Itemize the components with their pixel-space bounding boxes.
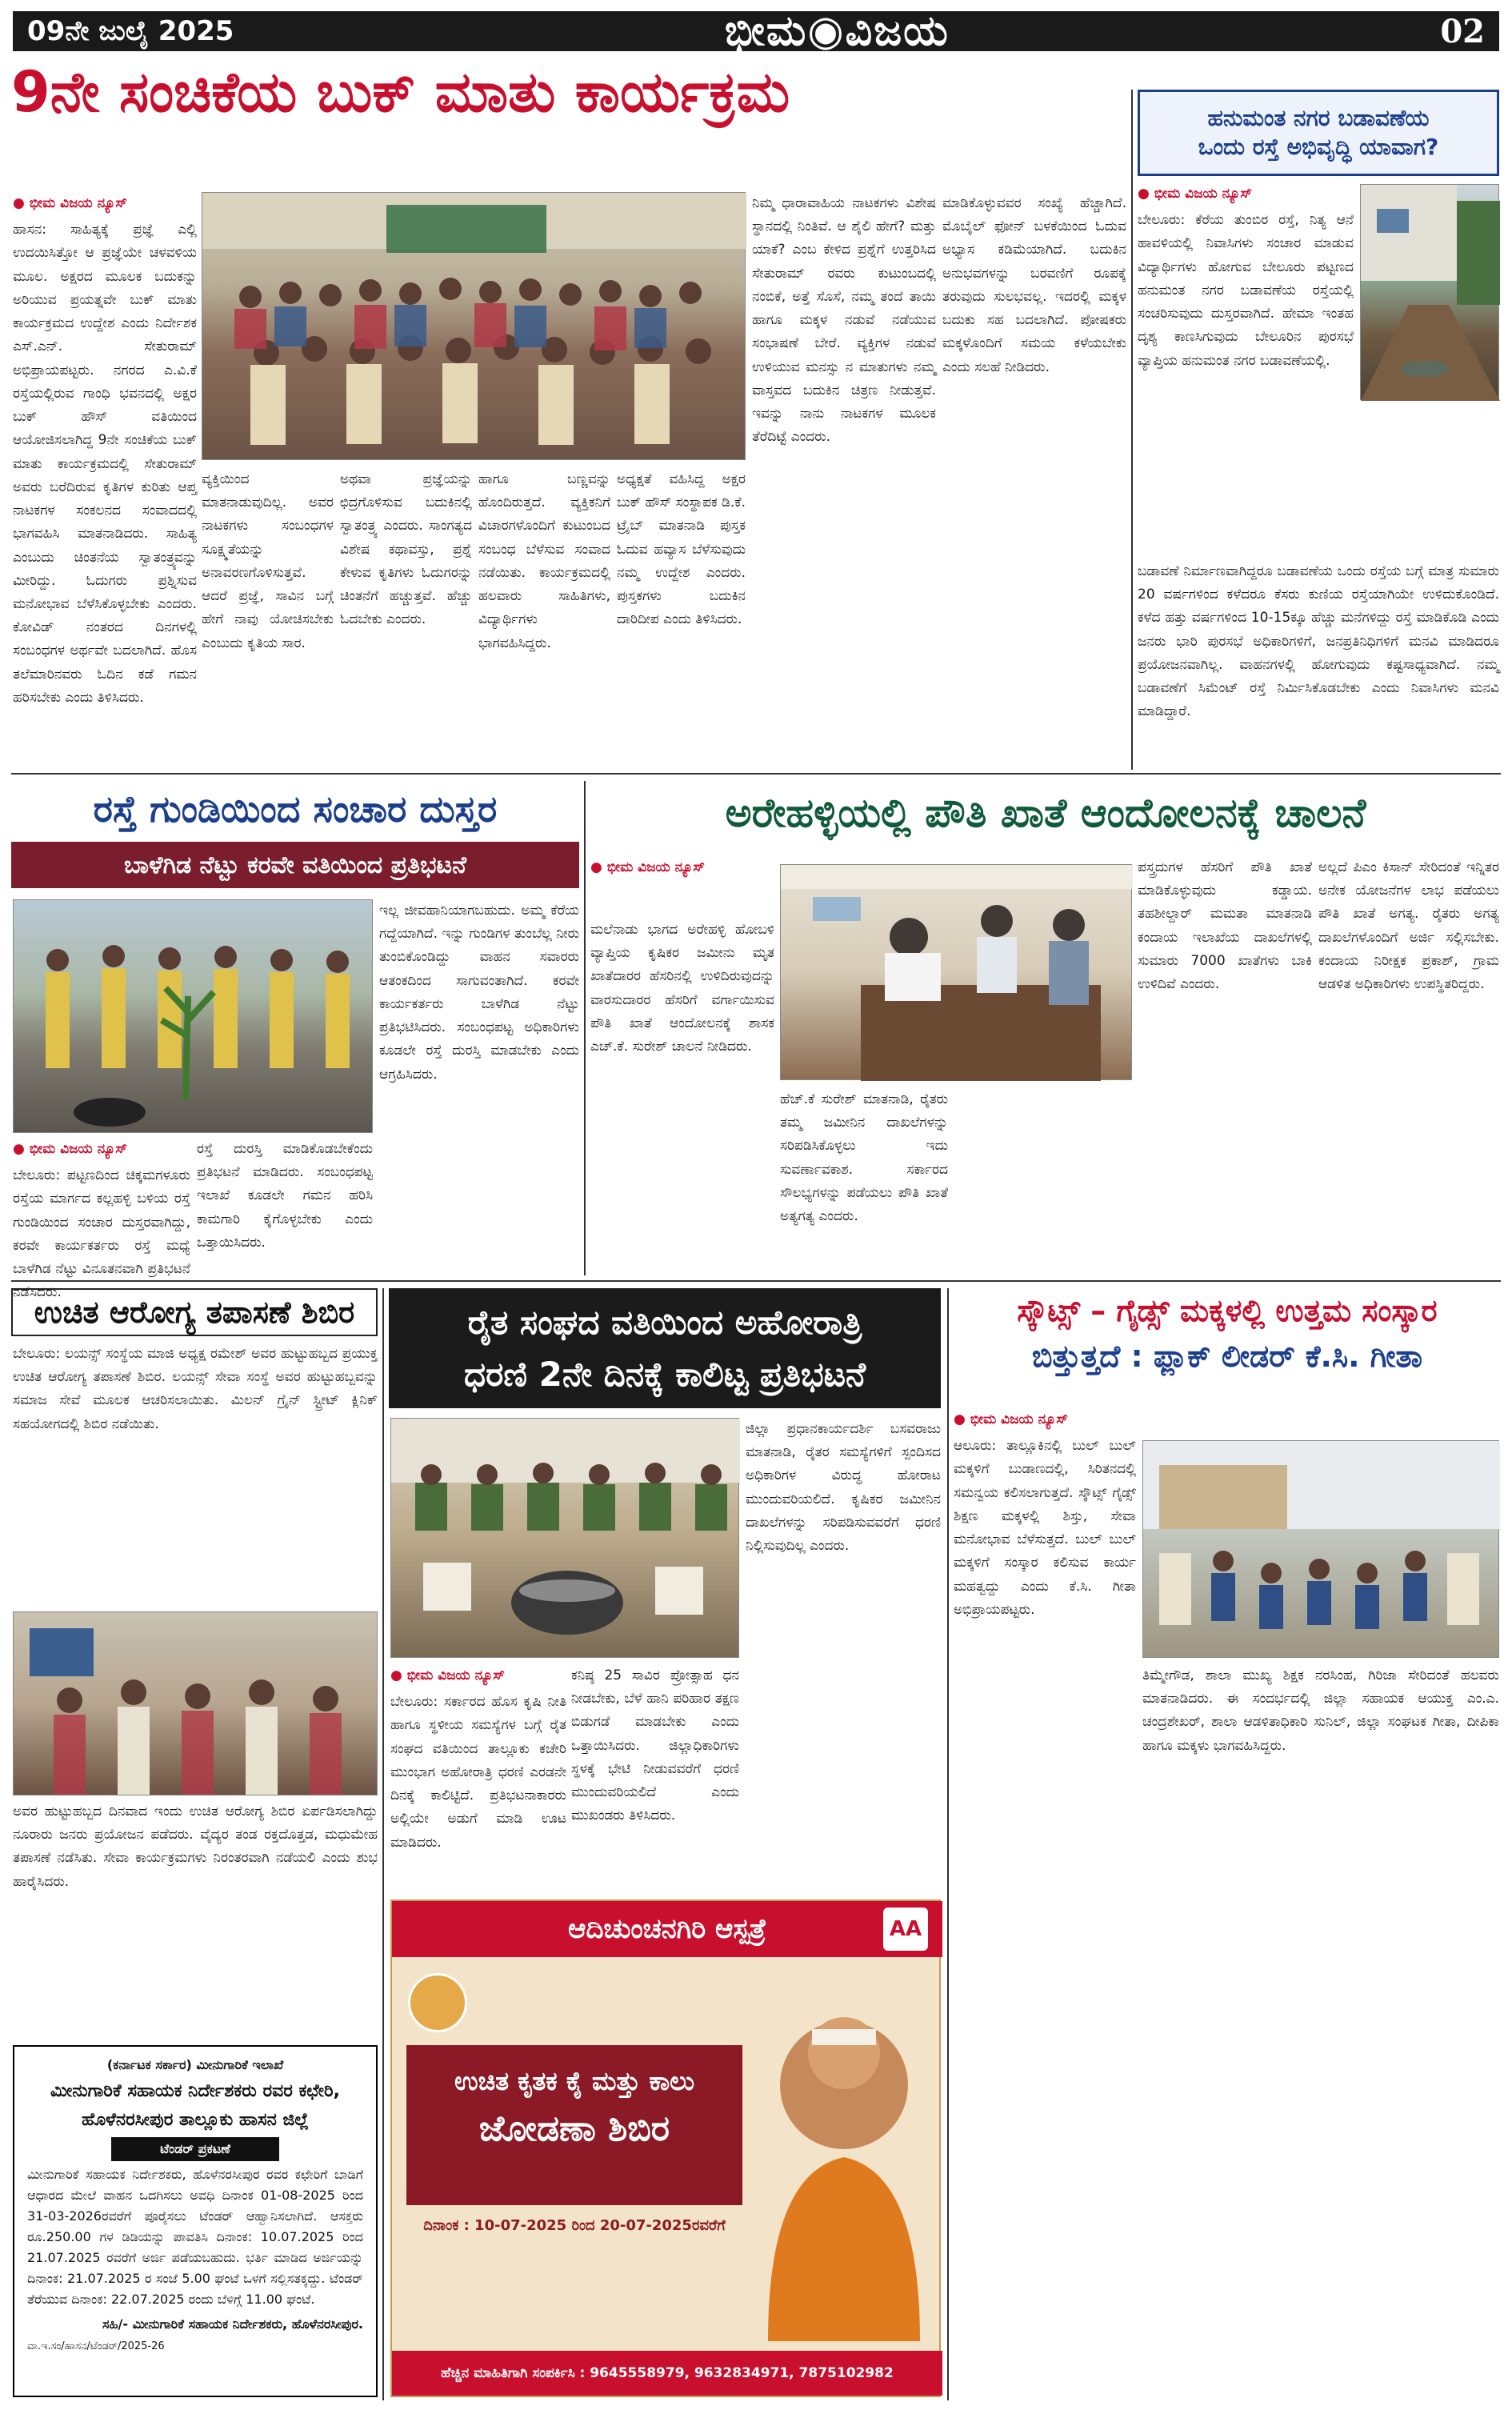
story7-byline: ● ಭೀಮ ವಿಜಯ ನ್ಯೂಸ್ (954, 1411, 1068, 1427)
road-photo-illustration (1361, 185, 1500, 401)
story1-column-7: ಅಧ್ಯಕ್ಷತೆ ವಹಿಸಿದ್ದ ಅಕ್ಷರ ಬುಕ್ ಹೌಸ್ ಸಂಸ್ಥಾಪಕ ಡಿ.ಕೆ. ಟ್ರೈಬ್ ಮಾತನಾಡಿ ಪುಸ್ತಕ ಓದುವ ಹವ್ಯಾಸ ಬೆಳೆಸುವುದು ನಮ್ಮ ಉದ್ದೇಶ ಎಂದರು. ಪುಸ್ತಕಗಳು ಬದುಕಿನ ದಾರಿದೀಪ ಎಂದು ತಿಳಿಸಿದರು. (617, 471, 746, 628)
story6-byline: ● ಭೀಮ ವಿಜಯ ನ್ಯೂಸ್ (390, 1667, 505, 1683)
story1-byline: ● ಭೀಮ ವಿಜಯ ನ್ಯೂಸ್ (13, 195, 127, 211)
story6-column-2: ● ಭೀಮ ವಿಜಯ ನ್ಯೂಸ್ ಬೇಲೂರು: ಸರ್ಕಾರದ ಹೊಸ ಕೃಷಿ ನೀತಿ ಹಾಗೂ ಸ್ಥಳೀಯ ಸಮಸ್ಯೆಗಳ ಬಗ್ಗೆ ರೈತ ಸಂಘದ ವತಿಯಿಂದ ತಾಲ್ಲೂಕು ಕಚೇರಿ ಮುಂಭಾಗ ಅಹೋರಾತ್ರಿ ಧರಣಿ ಎರಡನೇ ದಿನಕ್ಕೆ ಕಾಲಿಟ್ಟಿದೆ. ಪ್ರತಿಭಟನಾಕಾರರು ಅಲ್ಲಿಯೇ ಅಡುಗೆ ಮಾಡಿ ಊಟ ಮಾಡಿದರು. (390, 1664, 566, 1896)
story7-headline: ಸ್ಕೌಟ್ಸ್ – ಗೈಡ್ಸ್ ಮಕ್ಕಳಲ್ಲಿ ಉತ್ತಮ ಸಂಸ್ಕಾರ ಬಿತ್ತುತ್ತದೆ : ಫ್ಲಾಕ್ ಲೀಡರ್ ಕೆ.ಸಿ. ಗೀತಾ (1017, 1293, 1438, 1374)
ad-dates: ದಿನಾಂಕ : 10-07-2025 ರಿಂದ 20-07-2025ರವರೆಗೆ (423, 2217, 726, 2234)
story6-headline: ರೈತ ಸಂಘದ ವತಿಯಿಂದ ಅಹೋರಾತ್ರಿ ಧರಣಿ 2ನೇ ದಿನಕ್ಕೆ ಕಾಲಿಟ್ಟ ಪ್ರತಿಭಟನೆ (389, 1288, 941, 1408)
ad-swamiji-portrait (752, 1965, 936, 2341)
issue-date: 09ನೇ ಜುಲೈ 2025 (27, 15, 234, 47)
ad-camp-title-2: ಜೋಡಣಾ ಶಿಬಿರ (478, 2108, 670, 2149)
story3-subhead: ಬಾಳೆಗಿಡ ನೆಟ್ಟು ಕರವೇ ವತಿಯಿಂದ ಪ್ರತಿಭಟನೆ (11, 842, 579, 888)
tender-office: ಮೀನುಗಾರಿಕೆ ಸಹಾಯಕ ನಿರ್ದೇಶಕರು ರವರ ಕಛೇರಿ, ಹೊಳೆನರಸೀಪುರ ತಾಲ್ಲೂಕು ಹಾಸನ ಜಿಲ್ಲೆ (50, 2080, 340, 2130)
story4-column-4: ಅಲ್ಲದೆ ಪಿಎಂ ಕಿಸಾನ್ ಸೇರಿದಂತೆ ಇನ್ನಿತರ ಅನೇಕ ಯೋಜನೆಗಳ ಲಾಭ ಪಡೆಯಲು ಪೌತಿ ಖಾತೆ ಅಗತ್ಯ. ರೈತರು ಅಗತ್ಯ ದಾಖಲೆಗಳೊಂದಿಗೆ ಅರ್ಜಿ ಸಲ್ಲಿಸಬೇಕು. ಕಂದಾಯ ನಿರೀಕ್ಷಕ ಪ್ರಕಾಶ್, ಗ್ರಾಮ ಆಡಳಿತ ಅಧಿಕಾರಿಗಳು ಉಪಸ್ಥಿತರಿದ್ದರು. (1318, 859, 1499, 993)
meeting-photo-illustration (781, 865, 1133, 1081)
story3-column-left: ● ಭೀಮ ವಿಜಯ ನ್ಯೂಸ್ ಬೇಲೂರು: ಪಟ್ಟಣದಿಂದ ಚಿಕ್ಕಮಗಳೂರು ರಸ್ತೆಯ ಮಾರ್ಗದ ಕಲ್ಲಹಳ್ಳಿ ಬಳಿಯ ರಸ್ತೆ ಗುಂಡಿಯಿಂದ ಸಂಚಾರ ದುಸ್ತರವಾಗಿದ್ದು, ಕರವೇ ಕಾರ್ಯಕರ್ತರು ರಸ್ತೆ ಮಧ್ಯೆ ಬಾಳೆಗಿಡ ನೆಟ್ಟು ವಿನೂತನವಾಗಿ ಪ್ರತಿಭಟನೆ ನಡೆಸಿದರು. (13, 1138, 190, 1274)
story3-protest-photo (13, 899, 373, 1133)
story1-column-1: ● ಭೀಮ ವಿಜಯ ನ್ಯೂಸ್ ಹಾಸನ: ಸಾಹಿತ್ಯಕ್ಕೆ ಪ್ರಜ್ಞೆ ಎಲ್ಲಿ ಉದಯಿಸಿತ್ತೋ ಆ ಪ್ರಜ್ಞೆಯೇ ಚಳವಳಿಯ ಮೂಲ. ಅಕ್ಷರದ ಮೂಲಕ ಬದುಕನ್ನು ಅರಿಯುವ ಪ್ರಯತ್ನವೇ ಬುಕ್ ಮಾತು ಕಾರ್ಯಕ್ರಮದ ಉದ್ದೇಶ ಎಂದು ನಿರ್ದೇಶಕ ಎಸ್.ಎನ್. ಸೇತುರಾಮ್ ಅಭಿಪ್ರಾಯಪಟ್ಟರು. ನಗರದ ಎ.ವಿ.ಕೆ ರಸ್ತೆಯಲ್ಲಿರುವ ಗಾಂಧಿ ಭವನದಲ್ಲಿ ಅಕ್ಷರ ಬುಕ್ ಹೌಸ್ ವತಿಯಿಂದ ಆಯೋಜಿಸಲಾಗಿದ್ದ 9ನೇ ಸಂಚಿಕೆಯ ಬುಕ್ ಮಾತು ಕಾರ್ಯಕ್ರಮದಲ್ಲಿ ಸೇತುರಾಮ್ ಅವರು ಬರೆದಿರುವ ಕೃತಿಗಳ ಕುರಿತು ಆಪ್ತ ನಾಟಕಗಳ ಸಂಕಲನದ ಸಂವಾದದಲ್ಲಿ ಭಾಗವಹಿಸಿ ಮಾತನಾಡಿದರು. ಸಾಹಿತ್ಯ ಎಂಬುದು ಚಿಂತನೆಯ ಸ್ವಾತಂತ್ರ್ಯವನ್ನು ಮೀರಿದ್ದು. ಓದುಗರು ಪ್ರಶ್ನಿಸುವ ಮನೋಭಾವ ಬೆಳೆಸಿಕೊಳ್ಳಬೇಕು ಎಂದರು. ಕೋವಿಡ್ ನಂತರದ ದಿನಗಳಲ್ಲಿ ಸಂಬಂಧಗಳ ಅರ್ಥವೇ ಬದಲಾಗಿದೆ. ಹೊಸ ತಲೆಮಾರಿನವರು ಓದಿನ ಕಡೆ ಗಮನ ಹರಿಸಬೇಕು ಎಂದು ತಿಳಿಸಿದರು. (13, 192, 197, 768)
story1-group-photo (202, 192, 746, 460)
protest-photo-illustration (14, 900, 374, 1134)
story4-byline: ● ಭೀಮ ವಿಜಯ ನ್ಯೂಸ್ (590, 859, 705, 875)
newspaper-brand: ಭೀಮ◉ವಿಜಯ (724, 6, 950, 55)
camp-photo-illustration (14, 1612, 378, 1796)
ad-logo: AA (883, 1908, 928, 1951)
story5-column-1: ಬೇಲೂರು: ಲಯನ್ಸ್ ಸಂಸ್ಥೆಯ ಮಾಜಿ ಅಧ್ಯಕ್ಷ ರಮೇಶ್ ಅವರ ಹುಟ್ಟುಹಬ್ಬದ ಪ್ರಯುಕ್ತ ಉಚಿತ ಆರೋಗ್ಯ ತಪಾಸಣೆ ಶಿಬಿರ. ಲಯನ್ಸ್ ಸೇವಾ ಸಂಸ್ಥೆ ಅವರ ಹುಟ್ಟುಹಬ್ಬವನ್ನು ಸಮಾಜ ಸೇವೆ ಮೂಲಕ ಆಚರಿಸಲಾಯಿತು. ಮಿಲನ್ ಗ್ರೈನ್ ಸ್ಟ್ರೀಟ್ ಕ್ಲಿನಿಕ್ ಸಹಯೋಗದಲ್ಲಿ ಶಿಬಿರ ನಡೆಯಿತು. (13, 1346, 378, 1432)
story2-headline: ಹನುಮಂತ ನಗರ ಬಡಾವಣೆಯ ಒಂದು ರಸ್ತೆ ಅಭಿವೃದ್ಧಿ ಯಾವಾಗ? (1138, 90, 1499, 176)
section-divider-1 (11, 773, 1501, 775)
story5-headline: ಉಚಿತ ಆರೋಗ್ಯ ತಪಾಸಣೆ ಶಿಬಿರ (11, 1288, 378, 1336)
story1-column-5: ಅಥವಾ ಪ್ರಜ್ಞೆಯನ್ನು ಛಿದ್ರಗೊಳಿಸುವ ಬದುಕಿನಲ್ಲಿ ಸ್ವಾತಂತ್ರ್ಯ ಎಂದರು. ಸಾಂಗತ್ಯದ ವಿಶೇಷ ಕಥಾವಸ್ತು, ಪ್ರಶ್ನೆ ಕೇಳುವ ಕೃತಿಗಳು ಓದುಗರನ್ನು ಚಿಂತನೆಗೆ ಹಚ್ಚುತ್ತವೆ. ಹೆಚ್ಚು ಓದಬೇಕು ಎಂದರು. (340, 471, 472, 628)
column-divider (382, 1288, 384, 2400)
story7-column-1: ● ಭೀಮ ವಿಜಯ ನ್ಯೂಸ್ ಆಲೂರು: ತಾಲ್ಲೂಕಿನಲ್ಲಿ ಬುಲ್ ಬುಲ್ ಮಕ್ಕಳಿಗೆ ಬುಡಾಣದಲ್ಲಿ, ಸಿರಿತನದಲ್ಲಿ ಸಮನ್ವಯ ಕಲಿಸಲಾಗುತ್ತದೆ. ಸ್ಕೌಟ್ಸ್ ಗೈಡ್ಸ್ ಶಿಕ್ಷಣ ಮಕ್ಕಳಲ್ಲಿ ಶಿಸ್ತು, ಸೇವಾ ಮನೋಭಾವ ಬೆಳೆಸುತ್ತದೆ. ಬುಲ್ ಬುಲ್ ಮಕ್ಕಳಿಗೆ ಸಂಸ್ಕಾರ ಕಲಿಸುವ ಕಾರ್ಯ ಮಹತ್ವದ್ದು ಎಂದು ಕೆ.ಸಿ. ಗೀತಾ ಅಭಿಪ್ರಾಯಪಟ್ಟರು. (954, 1408, 1136, 2400)
story4-column-1: ಮಲೆನಾಡು ಭಾಗದ ಅರೇಹಳ್ಳಿ ಹೋಬಳಿ ವ್ಯಾಪ್ತಿಯ ಕೃಷಿಕರ ಜಮೀನು ಮೃತ ಖಾತೆದಾರರ ಹೆಸರಿನಲ್ಲಿ ಉಳಿದಿರುವುದನ್ನು ವಾರಸುದಾರರ ಹೆಸರಿಗೆ ವರ್ಗಾಯಿಸುವ ಪೌತಿ ಖಾತೆ ಆಂದೋಲನಕ್ಕೆ ಶಾಸಕ ಎಚ್.ಕೆ. ಸುರೇಶ್ ಚಾಲನೆ ನೀಡಿದರು. (590, 922, 774, 1055)
story6-column-3: ಕನಿಷ್ಠ 25 ಸಾವಿರ ಪ್ರೋತ್ಸಾಹ ಧನ ನೀಡಬೇಕು, ಬೆಳೆ ಹಾನಿ ಪರಿಹಾರ ತಕ್ಷಣ ಬಿಡುಗಡೆ ಮಾಡಬೇಕು ಎಂದು ಒತ್ತಾಯಿಸಿದರು. ಜಿಲ್ಲಾಧಿಕಾರಿಗಳು ಸ್ಥಳಕ್ಕೆ ಭೇಟಿ ನೀಡುವವರೆಗೆ ಧರಣಿ ಮುಂದುವರಿಯಲಿದೆ ಎಂದು ಮುಖಂಡರು ತಿಳಿಸಿದರು. (571, 1667, 739, 1824)
column-divider (584, 781, 586, 1275)
story2-column-1: ● ಭೀಮ ವಿಜಯ ನ್ಯೂಸ್ ಬೇಲೂರು: ಕೆರೆಯ ತುಂಬಿರ ರಸ್ತೆ, ನಿತ್ಯ ಆನೆ ಹಾವಳಿಯಲ್ಲಿ ನಿವಾಸಿಗಳು ಸಂಚಾರ ಮಾಡುವ ವಿದ್ಯಾರ್ಥಿಗಳು ಹೋಗುವ ಬೇಲೂರು ಪಟ್ಟಣದ ಹನುಮಂತ ನಗರ ಬಡಾವಣೆಯ ರಸ್ತೆಯಲ್ಲಿ ಸಂಚರಿಸುವುದು ದುಸ್ತರವಾಗಿದೆ. ಹೇಮಾ ಇಂತಹ ದೃಶ್ಯ ಕಾಣಸಿಗುವುದು ಬೇಲೂರಿನ ಪುರಸಭೆ ವ್ಯಾಪ್ತಿಯ ಹನುಮಂತ ನಗರ ಬಡಾವಣೆಯಲ್ಲಿ. (1138, 182, 1354, 558)
story7-column-2: ತಿಮ್ಮೇಗೌಡ, ಶಾಲಾ ಮುಖ್ಯ ಶಿಕ್ಷಕ ನರಸಿಂಹ, ಗಿರಿಜಾ ಸೇರಿದಂತೆ ಹಲವರು ಮಾತನಾಡಿದರು. ಈ ಸಂದರ್ಭದಲ್ಲಿ ಜಿಲ್ಲಾ ಸಹಾಯಕ ಆಯುಕ್ತ ಎಂ.ಎ. ಚಂದ್ರಶೇಖರ್, ಶಾಲಾ ಆಡಳಿತಾಧಿಕಾರಿ ಸುನಿಲ್, ಜಿಲ್ಲಾ ಸಂಘಟಕ ಗೀತಾ, ದೀಪಿಕಾ ಹಾಗೂ ಮಕ್ಕಳು ಭಾಗವಹಿಸಿದ್ದರು. (1142, 1667, 1499, 1754)
page-number: 02 (1440, 12, 1485, 50)
story1-column-6: ಹಾಗೂ ಬಣ್ಣವನ್ನು ಹೊಂದಿರುತ್ತದೆ. ವ್ಯಕ್ತಿಕನಿಗೆ ವಿಚಾರಗಳೊಂದಿಗೆ ಕುಟುಂಬದ ಸಂಬಂಧ ಬೆಳೆಸುವ ಸಂವಾದ ನಡೆಯಿತು. ಕಾರ್ಯಕ್ರಮದಲ್ಲಿ ಹಲವಾರು ಸಾಹಿತಿಗಳು, ವಿದ್ಯಾರ್ಥಿಗಳು ಭಾಗವಹಿಸಿದ್ದರು. (478, 471, 610, 651)
tender-label: ಟೆಂಡರ್ ಪ್ರಕಟಣೆ (111, 2137, 279, 2161)
tender-signature: ಸಹಿ/- ಮೀನುಗಾರಿಕೆ ಸಹಾಯಕ ನಿರ್ದೇಶಕರು, ಹೊಳೆನರಸೀಪುರ. (102, 2316, 363, 2332)
dharani-photo-illustration (391, 1419, 740, 1659)
story3-column-right: ಇಲ್ಲ ಜೀವಹಾನಿಯಾಗಬಹುದು. ಅಮ್ಮ ಕೆರೆಯ ಗದ್ದೆಯಾಗಿದೆ. ಇನ್ನು ಗುಂಡಿಗಳ ತುಂಬೆಲ್ಲ ನೀರು ತುಂಬಿಕೊಂಡಿದ್ದು ವಾಹನ ಸವಾರರು ಆತಂಕದಿಂದ ಸಾಗುವಂತಾಗಿದೆ. ಕರವೇ ಕಾರ್ಯಕರ್ತರು ಬಾಳೆಗಿಡ ನೆಟ್ಟು ಪ್ರತಿಭಟಿಸಿದರು. ಸಂಬಂಧಪಟ್ಟ ಅಧಿಕಾರಿಗಳು ಕೂಡಲೇ ರಸ್ತೆ ದುರಸ್ತಿ ಮಾಡಬೇಕು ಎಂದು ಆಗ್ರಹಿಸಿದರು. (379, 903, 579, 1083)
ad-camp-banner (406, 2045, 742, 2205)
scouts-photo-illustration (1143, 1441, 1500, 1659)
story7-scouts-photo (1142, 1440, 1499, 1658)
tender-reference: ವಾ.ಇ.ಸಂ/ಹಾಸನ/ಟೆಂಡರ್/2025-26 (27, 2340, 165, 2353)
section-divider-2 (11, 1280, 1501, 1282)
story6-column-1: ಜಿಲ್ಲಾ ಪ್ರಧಾನಕಾರ್ಯದರ್ಶಿ ಬಸವರಾಜು ಮಾತನಾಡಿ, ರೈತರ ಸಮಸ್ಯೆಗಳಿಗೆ ಸ್ಪಂದಿಸದ ಅಧಿಕಾರಿಗಳ ವಿರುದ್ಧ ಹೋರಾಟ ಮುಂದುವರಿಯಲಿದೆ. ಕೃಷಿಕರ ಜಮೀನಿನ ದಾಖಲೆಗಳನ್ನು ಸರಿಪಡಿಸುವವರೆಗೆ ಧರಣಿ ನಿಲ್ಲಿಸುವುದಿಲ್ಲ ಎಂದರು. (746, 1421, 941, 1555)
story5-camp-photo (13, 1611, 378, 1795)
story1-headline: 9ನೇ ಸಂಚಿಕೆಯ ಬುಕ್ ಮಾತು ಕಾರ್ಯಕ್ರಮ (11, 59, 790, 125)
story2-road-photo (1360, 184, 1499, 400)
ad-emblem-icon (408, 1973, 467, 2032)
column-divider (1131, 90, 1133, 770)
story2-column-2: ಬಡಾವಣೆ ನಿರ್ಮಾಣವಾಗಿದ್ದರೂ ಬಡಾವಣೆಯ ಒಂದು ರಸ್ತೆಯ ಬಗ್ಗೆ ಮಾತ್ರ ಸುಮಾರು 20 ವರ್ಷಗಳಿಂದ ಕಳೆದರೂ ಕೆಸರು ಕುಣಿಯ ರಸ್ತೆಯಾಗಿಯೇ ಉಳಿದುಕೊಂಡಿದೆ. ಕಳೆದ ಹತ್ತು ವರ್ಷಗಳಿಂದ 10-15ಕ್ಕೂ ಹೆಚ್ಚು ಮನೆಗಳಿದ್ದು ರಸ್ತೆ ಮಾಡಿಕೊಡಿ ಎಂದು ಜನರು ಭಾರಿ ಪುರಸಭೆ ಅಧಿಕಾರಿಗಳಿಗೆ, ಜನಪ್ರತಿನಿಧಿಗಳಿಗೆ ಮನವಿ ಮಾಡಿದರೂ ಪ್ರಯೋಜನವಾಗಿಲ್ಲ. ವಾಹನಗಳಲ್ಲಿ ಹೋಗುವುದು ಕಷ್ಟಸಾಧ್ಯವಾಗಿದೆ. ನಮ್ಮ ಬಡಾವಣೆಗೆ ಸಿಮೆಂಟ್ ರಸ್ತೆ ನಿರ್ಮಿಸಿಕೊಡಬೇಕು ಎಂದು ನಿವಾಸಿಗಳು ಮನವಿ ಮಾಡಿದ್ದಾರೆ. (1138, 563, 1499, 720)
ad-camp-title-1: ಉಚಿತ ಕೃತಕ ಕೈ ಮತ್ತು ಕಾಲು (454, 2066, 695, 2096)
masthead (13, 6, 1499, 55)
story4-byline-block (590, 856, 774, 916)
story6-dharani-photo (390, 1418, 739, 1658)
story3-column-middle: ರಸ್ತೆ ದುರಸ್ತಿ ಮಾಡಿಕೊಡಬೇಕೆಂದು ಪ್ರತಿಭಟನೆ ಮಾಡಿದರು. ಸಂಬಂಧಪಟ್ಟ ಇಲಾಖೆ ಕೂಡಲೇ ಗಮನ ಹರಿಸಿ ಕಾಮಗಾರಿ ಕೈಗೊಳ್ಳಬೇಕು ಎಂದು ಒತ್ತಾಯಿಸಿದರು. (197, 1141, 373, 1251)
story5-column-2: ಅವರ ಹುಟ್ಟುಹಬ್ಬದ ದಿನವಾದ ಇಂದು ಉಚಿತ ಆರೋಗ್ಯ ಶಿಬಿರ ಏರ್ಪಡಿಸಲಾಗಿದ್ದು ನೂರಾರು ಜನರು ಪ್ರಯೋಜನ ಪಡೆದರು. ವೈದ್ಯರ ತಂಡ ರಕ್ತದೊತ್ತಡ, ಮಧುಮೇಹ ತಪಾಸಣೆ ನಡೆಸಿತು. ಸೇವಾ ಕಾರ್ಯಕ್ರಮಗಳು ನಿರಂತರವಾಗಿ ನಡೆಯಲಿ ಎಂದು ಶುಭ ಹಾರೈಸಿದರು. (13, 1803, 378, 1890)
story1-column-3: ಮಾಡಿಕೊಳ್ಳುವವರ ಸಂಖ್ಯೆ ಹೆಚ್ಚಾಗಿದೆ. ಮೊಬೈಲ್ ಫೋನ್ ಬಳಕೆಯಿಂದ ಓದುವ ಅಭ್ಯಾಸ ಕಡಿಮೆಯಾಗಿದೆ. ಬದುಕಿನ ಅನುಭವಗಳನ್ನು ಬರವಣಿಗೆ ರೂಪಕ್ಕೆ ತರುವುದು ಸುಲಭವಲ್ಲ. ಇದರಲ್ಲಿ ಮಕ್ಕಳ ಬದುಕು ಸಹ ಬದಲಾಗಿದೆ. ಪೋಷಕರು ಮಕ್ಕಳೊಂದಿಗೆ ಸಮಯ ಕಳೆಯಬೇಕು ಎಂದು ಸಲಹೆ ನೀಡಿದರು. (942, 195, 1126, 375)
hospital-advertisement (390, 1900, 941, 2397)
story4-column-2: ಹೆಚ್.ಕೆ ಸುರೇಶ್ ಮಾತನಾಡಿ, ರೈತರು ತಮ್ಮ ಜಮೀನಿನ ದಾಖಲೆಗಳನ್ನು ಸರಿಪಡಿಸಿಕೊಳ್ಳಲು ಇದು ಸುವರ್ಣಾವಕಾಶ. ಸರ್ಕಾರದ ಸೌಲಭ್ಯಗಳನ್ನು ಪಡೆಯಲು ಪೌತಿ ಖಾತೆ ಅತ್ಯಗತ್ಯ ಎಂದರು. (780, 1091, 948, 1225)
story4-meeting-photo (780, 864, 1132, 1080)
ad-hospital-name: ಆದಿಚುಂಚನಗಿರಿ ಆಸ್ಪತ್ರೆ (392, 1901, 942, 1957)
story2-byline: ● ಭೀಮ ವಿಜಯ ನ್ಯೂಸ್ (1138, 186, 1252, 202)
story4-headline: ಅರೇಹಳ್ಳಿಯಲ್ಲಿ ಪೌತಿ ಖಾತೆ ಆಂದೋಲನಕ್ಕೆ ಚಾಲನೆ (725, 790, 1366, 836)
tender-body: ಮೀನುಗಾರಿಕೆ ಸಹಾಯಕ ನಿರ್ದೇಶಕರು, ಹೊಳೆನರಸೀಪುರ ರವರ ಕಛೇರಿಗೆ ಬಾಡಿಗೆ ಆಧಾರದ ಮೇಲೆ ವಾಹನ ಒದಗಿಸಲು ಅವಧಿ ದಿನಾಂಕ 01-08-2025 ರಿಂದ 31-03-2026ರವರೆಗೆ ಪೂರೈಸಲು ಟೆಂಡರ್ ಆಹ್ವಾನಿಸಲಾಗಿದೆ. ಆಸಕ್ತರು ರೂ.250.00 ಗಳ ಡಿಡಿಯನ್ನು ಪಾವತಿಸಿ ದಿನಾಂಕ: 10.07.2025 ರಿಂದ 21.07.2025 ರವರೆಗೆ ಅರ್ಜಿ ಪಡೆಯಬಹುದು. ಭರ್ತಿ ಮಾಡಿದ ಅರ್ಜಿಯನ್ನು ದಿನಾಂಕ: 21.07.2025 ರ ಸಂಜೆ 5.00 ಘಂಟೆ ಒಳಗೆ ಸಲ್ಲಿಸತಕ್ಕದ್ದು. ಟೆಂಡರ್ ತೆರೆಯುವ ದಿನಾಂಕ: 22.07.2025 ರಂದು ಬೆಳಿಗ್ಗೆ 11.00 ಘಂಟೆ. (27, 2167, 363, 2307)
story1-column-2: ನಿಮ್ಮ ಧಾರಾವಾಹಿಯ ನಾಟಕಗಳು ವಿಶೇಷ ಸ್ಥಾನದಲ್ಲಿ ನಿಂತಿವೆ. ಆ ಶೈಲಿ ಹೇಗೆ? ಮತ್ತು ಯಾಕೆ? ಎಂಬ ಕೇಳಿದ ಪ್ರಶ್ನೆಗೆ ಉತ್ತರಿಸಿದ ಸೇತುರಾಮ್ ರವರು ಕುಟುಂಬದಲ್ಲಿ ನಂಬಿಕೆ, ಅತ್ತೆ ಸೊಸೆ, ನಮ್ಮ ತಂದೆ ತಾಯಿ ಹಾಗೂ ಮಕ್ಕಳ ನಡುವೆ ನಡೆಯುವ ಸಂಭಾಷಣೆ ಬೇರೆ. ವ್ಯಕ್ತಿಗಳ ನಡುವೆ ಉಳಿಯುವ ಮನಸ್ಸು ನ ಮಾತುಗಳು ನಮ್ಮ ವಾಸ್ತವದ ಬದುಕಿನ ಚಿತ್ರಣ ನೀಡುತ್ತವೆ. ಇವನ್ನು ನಾನು ನಾಟಕಗಳ ಮೂಲಕ ತೆರೆದಿಟ್ಟೆ ಎಂದರು. (752, 195, 936, 446)
story3-headline: ರಸ್ತೆ ಗುಂಡಿಯಿಂದ ಸಂಚಾರ ದುಸ್ತರ (93, 787, 498, 831)
tender-notice (13, 2045, 378, 2397)
story4-column-3: ಪಸ್ತ್ರದುಗಳ ಹೆಸರಿಗೆ ಪೌತಿ ಖಾತೆ ಮಾಡಿಕೊಳ್ಳುವುದು ಕಡ್ಡಾಯ. ತಹಶೀಲ್ದಾರ್ ಮಮತಾ ಮಾತನಾಡಿ ಕಂದಾಯ ಇಲಾಖೆಯ ದಾಖಲೆಗಳಲ್ಲಿ ಸುಮಾರು 7000 ಖಾತೆಗಳು ಬಾಕಿ ಉಳಿದಿವೆ ಎಂದರು. (1138, 859, 1312, 993)
story1-column-4: ವ್ಯಕ್ತಿಯಿಂದ ಮಾತನಾಡುವುದಿಲ್ಲ. ಅವರ ನಾಟಕಗಳು ಸಂಬಂಧಗಳ ಸೂಕ್ಷ್ಮತೆಯನ್ನು ಅನಾವರಣಗೊಳಿಸುತ್ತವೆ. ಆದರೆ ಪ್ರಜ್ಞೆ, ಸಾವಿನ ಬಗ್ಗೆ ಹೇಗೆ ನಾವು ಯೋಚಿಸಬೇಕು ಎಂಬುದು ಕೃತಿಯ ಸಾರ. (202, 471, 334, 651)
column-divider (947, 1288, 949, 2400)
ad-contact: ಹೆಚ್ಚಿನ ಮಾಹಿತಿಗಾಗಿ ಸಂಪರ್ಕಿಸಿ : 9645558979, 9632834971, 7875102982 (392, 2351, 942, 2396)
story3-byline: ● ಭೀಮ ವಿಜಯ ನ್ಯೂಸ್ (13, 1141, 127, 1157)
tender-head: (ಕರ್ನಾಟಕ ಸರ್ಕಾರ) ಮೀನುಗಾರಿಕೆ ಇಲಾಖೆ (106, 2057, 284, 2072)
group-photo-illustration (202, 193, 746, 461)
